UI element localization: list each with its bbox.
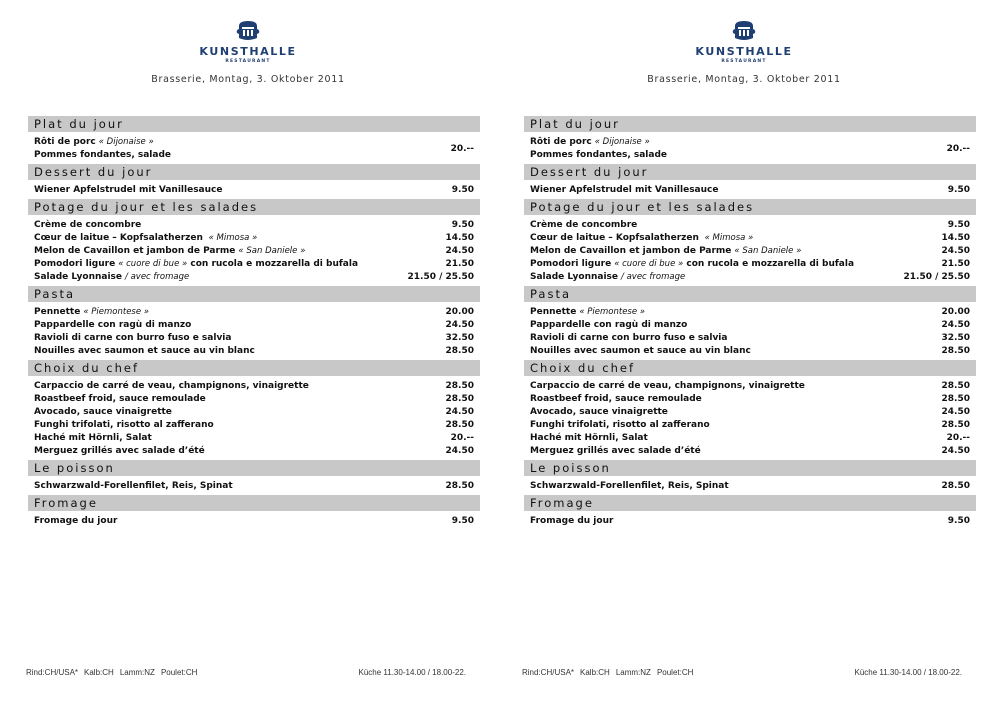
menu-section [524,199,976,286]
menu-item-text [530,219,637,232]
menu-item-price: 28.50 [445,420,474,430]
menu-item-note: « Mimosa » [205,233,258,243]
menu-item-price: 28.50 [941,346,970,356]
menu-item-line [34,432,152,445]
section-items [524,215,976,286]
menu-item-name: Fromage du jour [530,516,614,526]
menu-item [34,380,474,393]
menu-item-side: Pommes fondantes, salade [530,150,668,160]
menu-item-price: 9.50 [451,185,474,195]
menu-item-line [530,432,648,445]
menu-item [530,406,970,419]
menu-item-text [530,345,751,358]
menu-item-price: 24.50 [445,320,474,330]
menu-item-text [530,332,727,345]
menu-item-price: 14.50 [445,233,474,243]
menu-item [530,232,970,245]
menu-item-name: Nouilles avec saumon et sauce au vin blanc [530,346,751,356]
section-header: Pasta [524,286,976,302]
menu-item-note: / avec fromage [125,272,190,282]
menu-item-price: 21.50 [445,259,474,269]
menu-item-text [530,184,718,197]
menu-item-text [530,258,854,271]
section-items [28,180,480,199]
menu-item-text [34,306,149,319]
menu-item [530,245,970,258]
menu-item-name: Salade Lyonnaise [34,272,123,282]
logo-subtitle: RESTAURANT [721,59,767,64]
menu-item-line [34,515,117,528]
menu-item [34,332,474,345]
menu-item-line [530,480,729,493]
menu-item-price: 28.50 [445,381,474,391]
menu-item-price: 24.50 [941,446,970,456]
menu-item-line [530,258,854,271]
menu-item-note: « Piemontese » [83,307,150,317]
menu-item [530,380,970,393]
menu-item-name: Carpaccio de carré de veau, champignons, vinaigrette [530,381,805,391]
menu-item-text [530,319,687,332]
menu-item-price: 24.50 [445,407,474,417]
menu-item-price: 28.50 [445,481,474,491]
menu-item-line [34,306,149,319]
kitchen-hours: Küche 11.30-14.00 / 18.00-22. [358,668,466,677]
menu-item [530,184,970,197]
menu-item-name: Schwarzwald-Forellenfilet, Reis, Spinat [530,481,729,491]
restaurant-logo [0,20,496,64]
menu-item-text [34,319,191,332]
menu-section [28,164,480,199]
menu-item-name: Cœur de laitue – Kopfsalatherzen [34,233,203,243]
menu-item-name: Melon de Cavaillon et jambon de Parme [530,246,732,256]
kitchen-hours: Küche 11.30-14.00 / 18.00-22. [854,668,962,677]
section-items [524,511,976,530]
menu-footer [522,668,962,677]
menu-item-line [34,219,141,232]
menu-item-price: 32.50 [941,333,970,343]
menu-section [28,360,480,460]
menu-item-name: Avocado, sauce vinaigrette [34,407,172,417]
menu-item [34,271,474,284]
meat-origin: Kalb:CH [84,668,114,677]
menu-item-text [530,406,668,419]
menu-item-text [34,445,205,458]
section-header: Pasta [28,286,480,302]
menu-item-note: / avec fromage [621,272,686,282]
menu-item-price: 14.50 [941,233,970,243]
section-items [28,476,480,495]
menu-item-text [34,380,309,393]
menu-item-price: 28.50 [445,346,474,356]
menu-item-name: Fromage du jour [34,516,118,526]
menu-item-text [34,345,255,358]
menu-item-note: « cuore di bue » [614,259,684,269]
menu-item-price: 20.00 [941,307,970,317]
menu-item-text [530,480,729,493]
meat-origin: Lamm:NZ [615,668,651,677]
menu-item-name: Wiener Apfelstrudel mit Vanillesauce [530,185,719,195]
menu-item-name: Funghi trifolati, risotto al zafferano [530,420,710,430]
menu-item-note: « San Daniele » [238,246,306,256]
menu-item-text [34,184,222,197]
menu-section [28,460,480,495]
menu-item-line [530,515,613,528]
menu-item-name: Rôti de porc [34,137,96,147]
menu-item [34,136,474,162]
menu-item-line [530,306,645,319]
menu-item-line [34,271,189,284]
menu-item-line [34,332,231,345]
section-header: Fromage [28,495,480,511]
menu-item-price: 9.50 [947,185,970,195]
menu-item-text [34,515,117,528]
meat-origins [522,668,699,677]
meat-origin: Poulet:CH [160,668,198,677]
menu-item [34,306,474,319]
section-header: Potage du jour et les salades [524,199,976,215]
menu-item-line [34,406,172,419]
menu-item [530,432,970,445]
menu-item [34,219,474,232]
menu-item-line [530,345,751,358]
menu-item-note: « Dijonaise » [594,137,650,147]
section-header: Le poisson [28,460,480,476]
menu-item-name: Pappardelle con ragù di manzo [530,320,688,330]
menu-item [34,345,474,358]
menu-item [34,184,474,197]
menu-item-name: Pennette [530,307,577,317]
menu-section [28,286,480,360]
menu-item-text [34,419,214,432]
menu-item-price: 9.50 [947,220,970,230]
menu-item [34,445,474,458]
menu-date-title: Brasserie, Montag, 3. Oktober 2011 [647,74,841,85]
menu-item [34,232,474,245]
menu-item-name: Nouilles avec saumon et sauce au vin blanc [34,346,255,356]
meat-origin: Rind:CH/USA* [26,668,79,677]
menu-item-text [34,406,172,419]
menu-item-note: « Piemontese » [579,307,646,317]
menu-item-name: Carpaccio de carré de veau, champignons, vinaigrette [34,381,309,391]
menu-item-text [530,432,648,445]
menu-item-name: Salade Lyonnaise [530,272,619,282]
menu-item-text [530,515,613,528]
menu-item-line [34,245,305,258]
menu-item-price: 24.50 [941,246,970,256]
menu-item-line [530,445,701,458]
menu-item-price: 28.50 [941,394,970,404]
menu-item-line [530,184,718,197]
menu-item-text [34,245,305,258]
menu-item-text [34,432,152,445]
menu-sections [28,116,480,530]
menu-item-line [530,136,667,149]
kunsthalle-logo-icon [235,20,261,42]
menu-item [530,319,970,332]
menu-item-price: 24.50 [445,446,474,456]
menu-item-name: Haché mit Hörnli, Salat [530,433,648,443]
section-header: Potage du jour et les salades [28,199,480,215]
menu-item-name: Haché mit Hörnli, Salat [34,433,152,443]
menu-item-line [34,232,257,245]
menu-item-line [34,445,205,458]
menu-item-line [530,332,727,345]
menu-item-name: Merguez grillés avec salade d’été [530,446,701,456]
menu-item-name: Roastbeef froid, sauce remoulade [530,394,702,404]
section-items [524,376,976,460]
menu-item-price: 21.50 [941,259,970,269]
menu-item [34,419,474,432]
menu-item-price: 28.50 [445,394,474,404]
section-items [524,180,976,199]
menu-item-price: 20.-- [450,433,474,443]
menu-item-text [530,419,710,432]
menu-item-text [530,232,753,245]
menu-item-line [530,245,801,258]
menu-item-line [34,393,206,406]
menu-item-price: 20.-- [450,143,474,154]
menu-item-line [530,419,710,432]
menu-page-right [496,0,992,701]
menu-item-line [34,345,255,358]
logo-name: KUNSTHALLE [199,45,297,58]
menu-item-text [530,245,801,258]
menu-item-name: Crème de concombre [530,220,638,230]
menu-item-name: Pennette [34,307,81,317]
section-header: Le poisson [524,460,976,476]
meat-origin: Poulet:CH [656,668,694,677]
menu-item-name: Wiener Apfelstrudel mit Vanillesauce [34,185,223,195]
menu-item [34,258,474,271]
menu-item-price: 28.50 [941,481,970,491]
section-header: Choix du chef [524,360,976,376]
menu-item-line [34,480,233,493]
menu-item [34,245,474,258]
menu-item-price: 9.50 [451,516,474,526]
menu-item-name: Avocado, sauce vinaigrette [530,407,668,417]
menu-item-price: 24.50 [941,320,970,330]
section-header: Dessert du jour [524,164,976,180]
menu-item [530,515,970,528]
menu-item-name: Ravioli di carne con burro fuso e salvia [34,333,232,343]
menu-section [524,360,976,460]
section-header: Plat du jour [524,116,976,132]
menu-item-price: 9.50 [451,220,474,230]
section-items [524,132,976,164]
menu-item [530,345,970,358]
menu-item-name: Roastbeef froid, sauce remoulade [34,394,206,404]
menu-item-name: Ravioli di carne con burro fuso e salvia [530,333,728,343]
menu-item-name: Melon de Cavaillon et jambon de Parme [34,246,236,256]
menu-section [28,116,480,164]
menu-item-name: Merguez grillés avec salade d’été [34,446,205,456]
menu-item-price: 24.50 [941,407,970,417]
menu-item-name: Rôti de porc [530,137,592,147]
menu-item-text [34,480,233,493]
menu-item [530,332,970,345]
menu-item-price: 20.00 [445,307,474,317]
meat-origin: Rind:CH/USA* [522,668,575,677]
menu-footer [26,668,466,677]
menu-item-text [530,445,701,458]
menu-item-line [530,232,753,245]
menu-item [530,393,970,406]
menu-item-note: « Dijonaise » [98,137,154,147]
menu-item-price: 28.50 [941,381,970,391]
meat-origin: Lamm:NZ [119,668,155,677]
menu-item-price: 20.-- [946,143,970,154]
menu-item-price: 24.50 [445,246,474,256]
menu-item-line [530,380,805,393]
kunsthalle-logo-icon [731,20,757,42]
menu-item-name: Pomodori ligure [34,259,116,269]
menu-section [28,199,480,286]
menu-item-price: 20.-- [946,433,970,443]
menu-item [34,432,474,445]
section-items [28,376,480,460]
menu-item-price: 21.50 / 25.50 [903,272,970,282]
logo-name: KUNSTHALLE [695,45,793,58]
menu-section [524,495,976,530]
section-items [28,132,480,164]
menu-item-name: Crème de concombre [34,220,142,230]
menu-item-line [34,419,214,432]
section-header: Fromage [524,495,976,511]
menu-item-text [530,136,667,162]
menu-item-text [34,258,358,271]
menu-item [34,480,474,493]
menu-item-text [530,271,685,284]
restaurant-logo [496,20,992,64]
menu-item [34,515,474,528]
menu-item [530,419,970,432]
menu-item-price: 32.50 [445,333,474,343]
menu-item-name-cont: con rucola e mozzarella di bufala [683,259,855,269]
section-items [524,302,976,360]
menu-item-text [34,136,171,162]
menu-item-line [34,380,309,393]
menu-item [530,445,970,458]
menu-item-line [530,219,637,232]
menu-item-side: Pommes fondantes, salade [34,150,172,160]
menu-item-line [34,136,171,149]
menu-item [34,406,474,419]
menu-item-price: 9.50 [947,516,970,526]
menu-item-text [530,306,645,319]
meat-origin: Kalb:CH [580,668,610,677]
section-header: Dessert du jour [28,164,480,180]
menu-item-text [34,332,231,345]
meat-origins [26,668,203,677]
menu-item-name: Schwarzwald-Forellenfilet, Reis, Spinat [34,481,233,491]
menu-item-price: 21.50 / 25.50 [407,272,474,282]
menu-item-name: Pomodori ligure [530,259,612,269]
menu-item-name-cont: con rucola e mozzarella di bufala [187,259,359,269]
section-items [28,511,480,530]
menu-section [524,164,976,199]
menu-item-note: « cuore di bue » [118,259,188,269]
menu-item [530,480,970,493]
menu-item-text [34,393,206,406]
menu-item [530,306,970,319]
menu-item [34,319,474,332]
menu-section [524,460,976,495]
menu-section [524,116,976,164]
menu-sections [524,116,976,530]
menu-item-line [530,319,687,332]
menu-item-text [530,380,805,393]
section-header: Plat du jour [28,116,480,132]
menu-date-title: Brasserie, Montag, 3. Oktober 2011 [151,74,345,85]
menu-item [530,219,970,232]
section-header: Choix du chef [28,360,480,376]
menu-item-note: « San Daniele » [734,246,802,256]
menu-item-line [530,271,685,284]
menu-item-line [34,319,191,332]
logo-subtitle: RESTAURANT [225,59,271,64]
section-items [28,302,480,360]
menu-item-price: 28.50 [941,420,970,430]
menu-section [524,286,976,360]
menu-item-text [34,232,257,245]
menu-item [530,271,970,284]
menu-section [28,495,480,530]
menu-item-line [530,393,702,406]
menu-item-note: « Mimosa » [701,233,754,243]
menu-item-name: Cœur de laitue – Kopfsalatherzen [530,233,699,243]
menu-item-text [530,393,702,406]
menu-item-text [34,271,189,284]
menu-item-line [530,406,668,419]
menu-item-name: Pappardelle con ragù di manzo [34,320,192,330]
menu-item-text [34,219,141,232]
menu-item-line [34,184,222,197]
menu-item [530,258,970,271]
section-items [28,215,480,286]
menu-item-line [34,258,358,271]
menu-item-name: Funghi trifolati, risotto al zafferano [34,420,214,430]
menu-item [530,136,970,162]
section-items [524,476,976,495]
menu-item [34,393,474,406]
